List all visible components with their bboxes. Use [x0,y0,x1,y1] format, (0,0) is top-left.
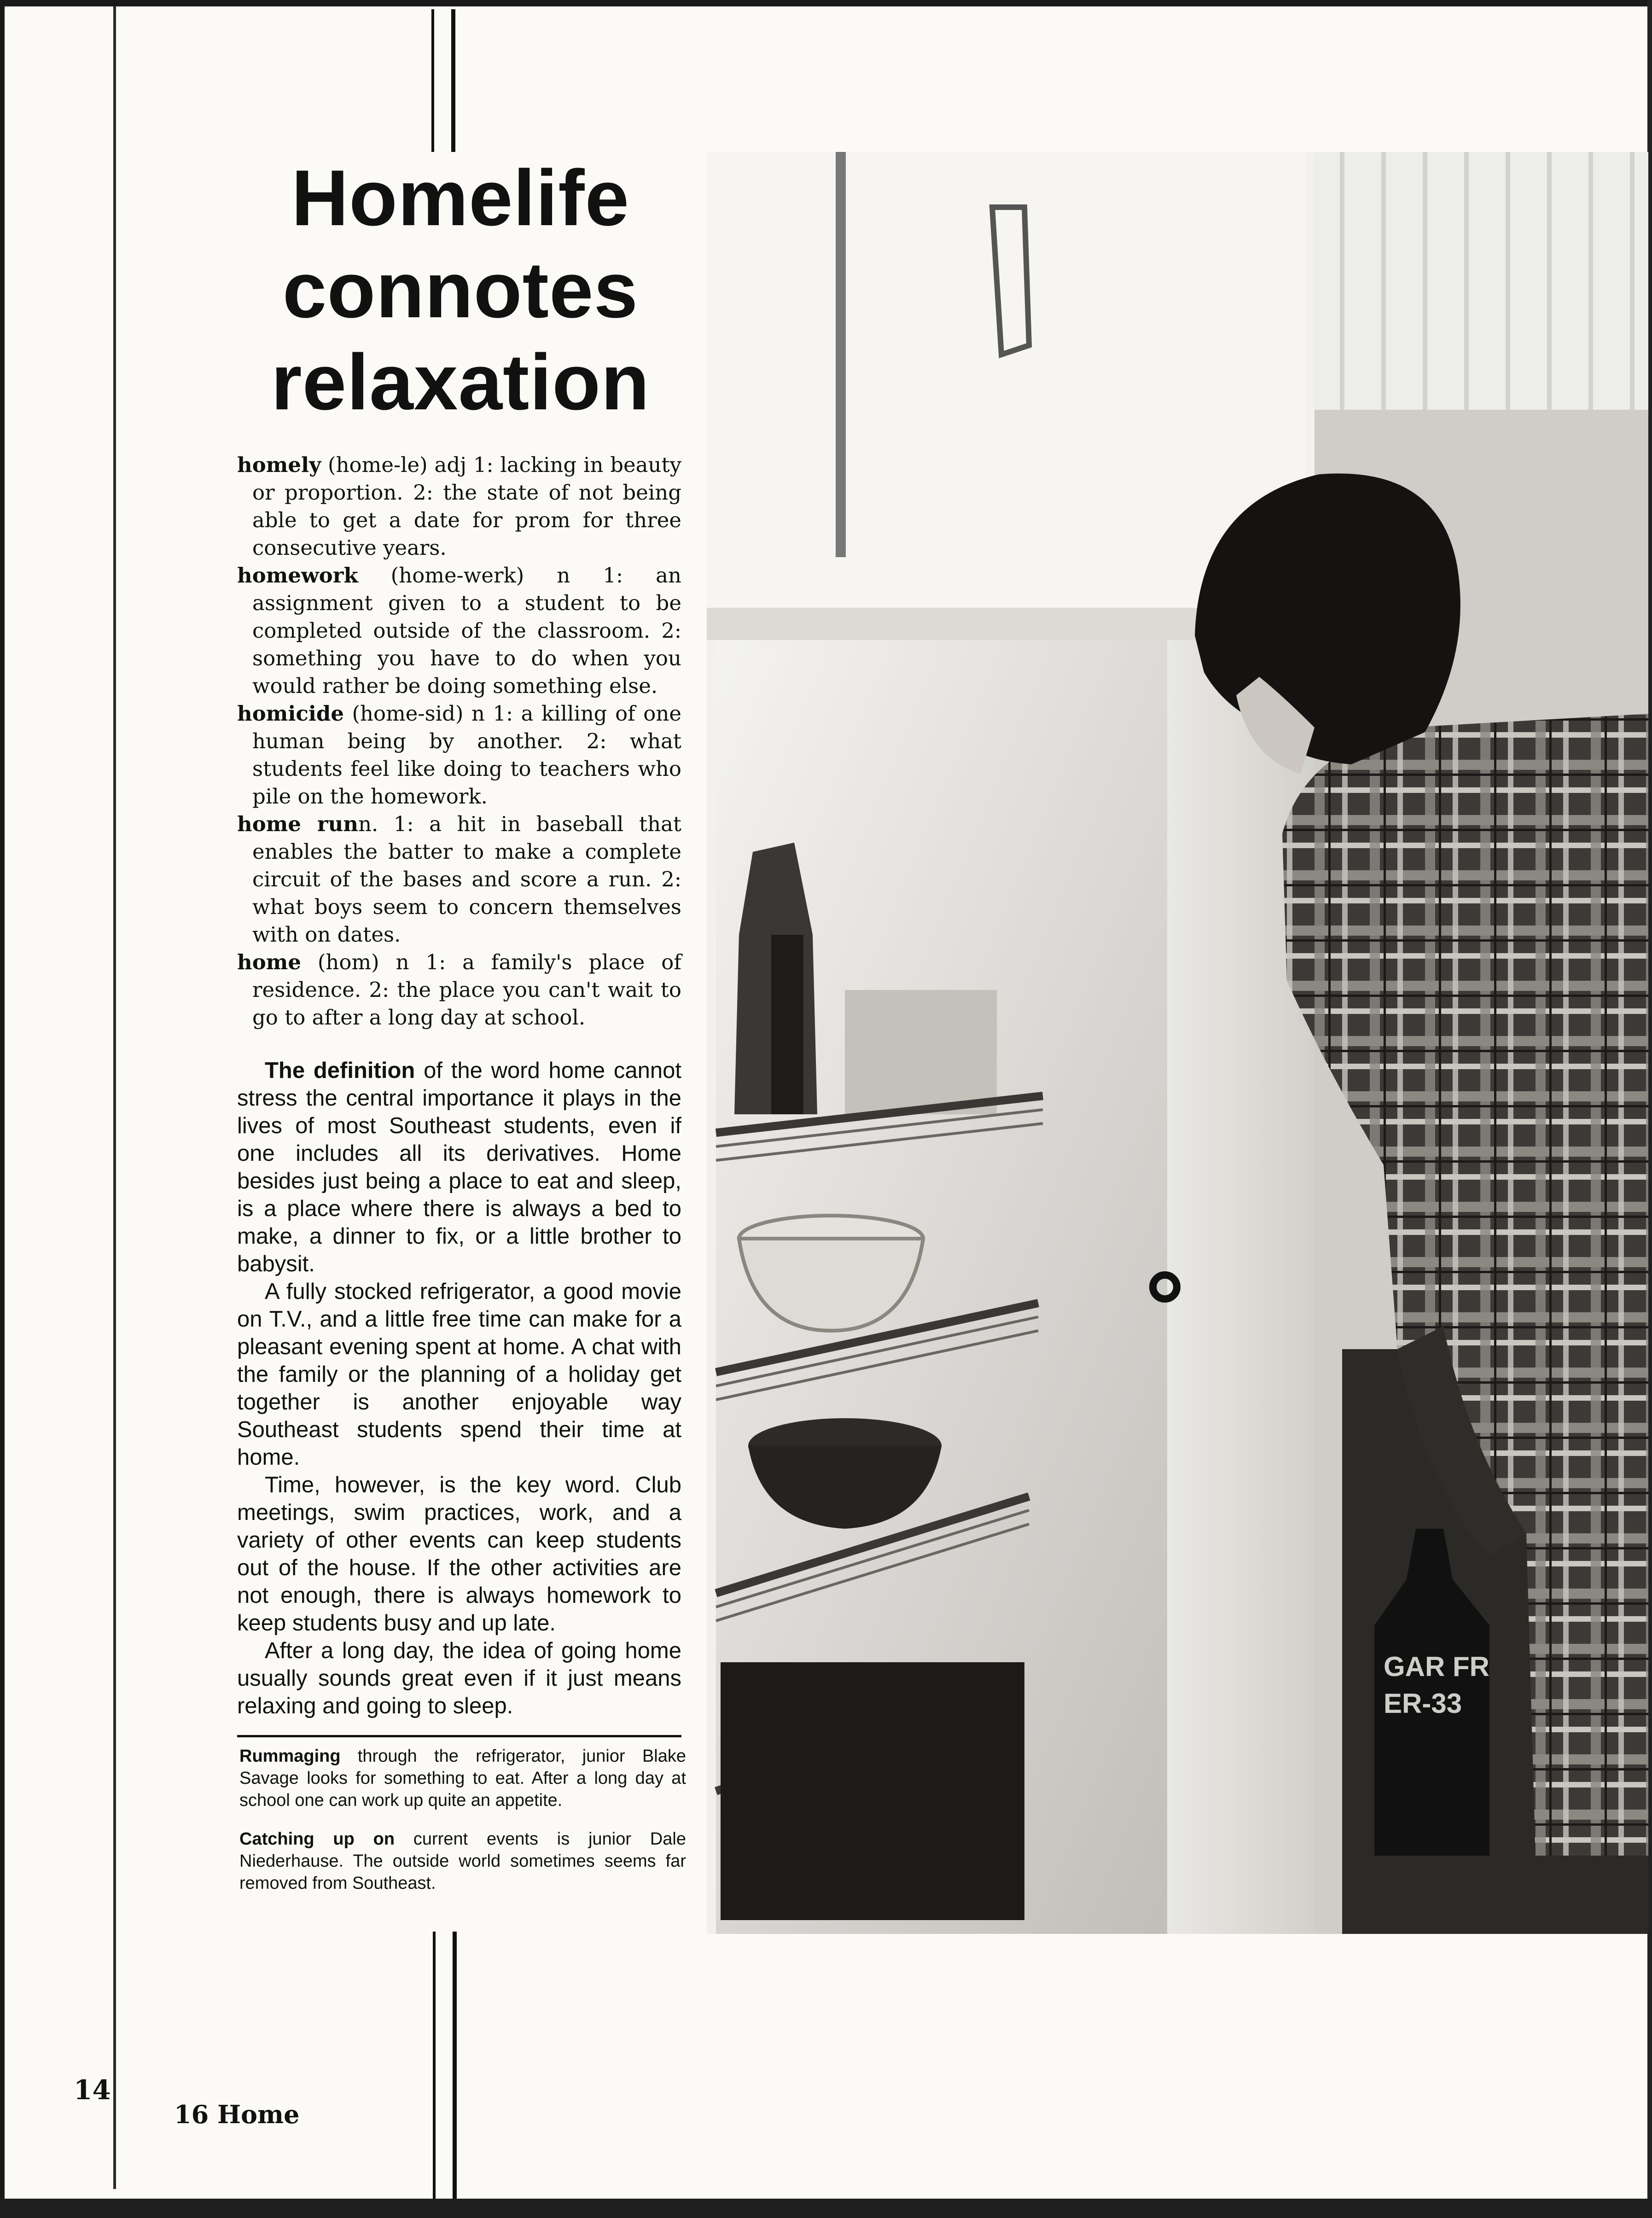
glossary-definition: (home-werk) n 1: an assignment given to a student to be completed outside of the classroom. 2: something you have to do when you would rather be doing something else. [252,563,681,698]
bottle-label-2: ER-33 [1384,1688,1462,1719]
top-double-rule-right [451,9,455,152]
glossary-entry [237,562,681,700]
caption-text: through the refrigerator, junior Blake Savage looks for something to eat. After a long day at school one can work up quite an appetite. [239,1746,686,1810]
photo-captions [239,1745,686,1911]
glossary-definition: (home-le) adj 1: lacking in beauty or proportion. 2: the state of not being able to get a date for prom for three consecutive years. [252,453,681,560]
caption-lead-in: Rummaging [239,1746,341,1766]
headline-line-2: connotes [282,246,639,334]
page-edge-bottom [0,2199,1652,2218]
caption-lead-in: Catching up on [239,1829,395,1849]
body-lead-in: The definition [265,1058,415,1083]
body-paragraph-text: of the word home cannot stress the central importance it plays in the lives of most Southeast students, even if one includes all its derivatives. Home besides just being a place to eat and sleep, is a place where there is always a bed to make, a dinner to fix, or a little brother to babysit. [237,1058,681,1276]
caption-text: current events is junior Dale Niederhause. The outside world sometimes seems far removed from Southeast. [239,1829,686,1893]
glossary-term: homework [237,563,358,588]
glossary-definitions [237,451,681,1031]
glossary-definition: (hom) n 1: a family's place of residence. 2: the place you can't wait to go to after a long day at school. [252,950,681,1030]
body-paragraph: After a long day, the idea of going home usually sounds great even if it just means relaxing and going to sleep. [237,1638,681,1718]
section-folio: 16 Home [174,2100,300,2129]
article-body [237,1057,681,1720]
glossary-definition: n. 1: a hit in baseball that enables the batter to make a complete circuit of the bases and score a run. 2: what boys seem to concern themselves with on dates. [252,812,681,947]
glossary-definition: (home-sid) n 1: a killing of one human being by another. 2: what students feel like doing to teachers who pile on the homework. [252,701,681,809]
headline-line-3: relaxation [271,338,650,426]
bottom-double-rule-left [433,1932,436,2199]
top-double-rule-left [431,9,434,152]
refrigerator-photo [707,152,1648,1934]
glossary-term: home run [237,812,359,836]
refrigerator-photo-illustration [707,152,1648,1934]
body-paragraph: Time, however, is the key word. Club meetings, swim practices, work, and a variety of other events can keep students out of the house. If the other activities are not enough, there is always homework to keep students busy and up late. [237,1473,681,1636]
body-paragraph: A fully stocked refrigerator, a good movie on T.V., and a little free time can make for a pleasant evening spent at home. A chat with the family or the planning of a holiday get together is another enjoyable way Southeast students spend their time at home. [237,1279,681,1470]
left-page-number: 14 [74,2074,111,2106]
glossary-term: homely [237,453,321,477]
body-paragraph [237,1057,681,1278]
glossary-entry [237,810,681,949]
glossary-term: homicide [237,701,344,726]
glossary-entry [237,949,681,1031]
page-edge-top [0,0,1652,6]
page-edge-left [0,0,5,2218]
bottom-double-rule-right [453,1932,457,2199]
headline-line-1: Homelife [291,154,630,242]
glossary-entry [237,451,681,562]
caption [239,1828,686,1894]
caption-divider [237,1735,681,1737]
page-headline [258,152,663,428]
bottle-label-1: GAR FR [1384,1651,1489,1682]
glossary-entry [237,700,681,810]
glossary-term: home [237,950,301,974]
binding-fold [113,6,116,2189]
caption [239,1745,686,1811]
